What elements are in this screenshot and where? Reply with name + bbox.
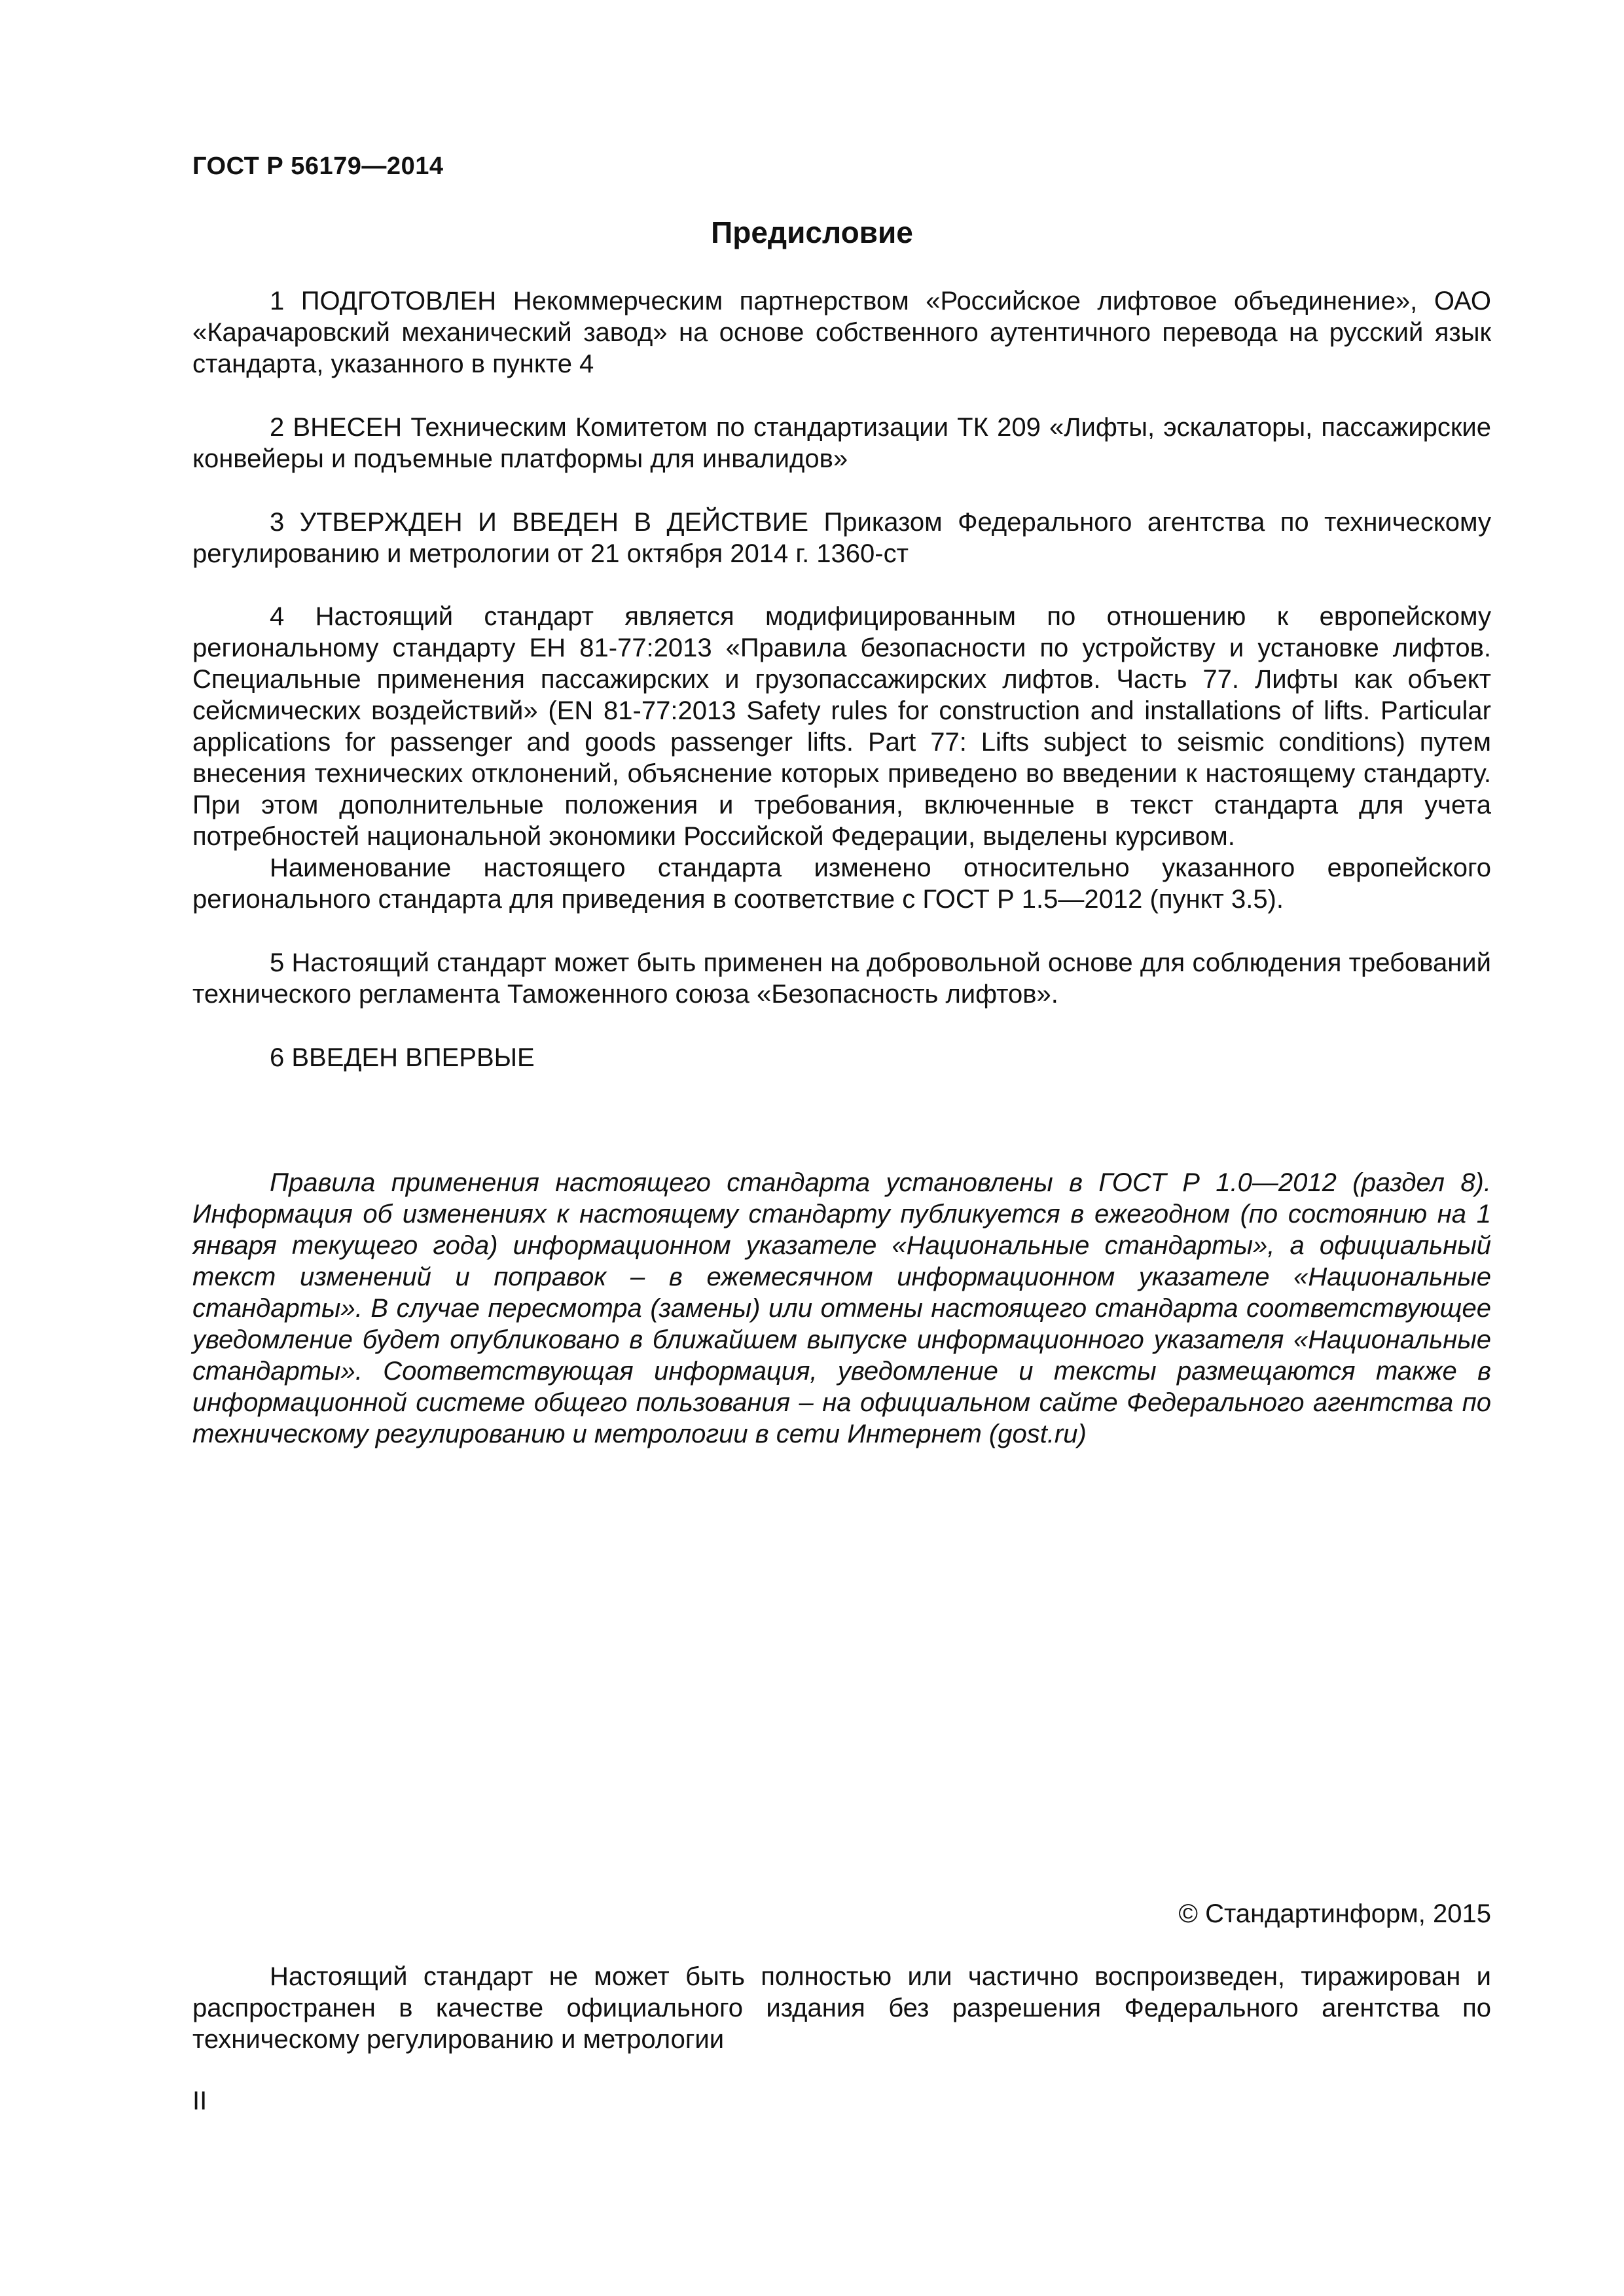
rules-note-block — [192, 1167, 1491, 1450]
paragraph-6: 6 ВВЕДЕН ВПЕРВЫЕ — [270, 1043, 535, 1072]
copyright-notice: © Стандартинформ, 2015 — [1178, 1899, 1491, 1928]
reproduction-notice-block — [192, 1961, 1491, 2055]
paragraph-4: 4 Настоящий стандарт является модифицированным по отношению к европейскому региональному стандарту ЕН 81-77:2013 «Правила безопасности по устройству и установке лифтов. Специальные применения пассажирских и грузопассажирских лифтов. Часть 77. Лифты как объект сейсмических воздействий» (EN 81-77:2013 Safety rules for construction and installations of lifts. Particular applications for passenger and goods passenger lifts. Part 77: Lifts subject to seismic conditions) путем внесения технических отклонений, объяснение которых приведено во введении к настоящему стандарту. При этом дополнительные положения и требования, включенные в текст стандарта для учета потребностей национальной экономики Российской Федерации, выделены курсивом. — [192, 602, 1491, 851]
document-code: ГОСТ Р 56179—2014 — [192, 152, 444, 180]
paragraph-2-block — [192, 412, 1491, 475]
page-number: II — [192, 2087, 208, 2115]
paragraph-3: 3 УТВЕРЖДЕН И ВВЕДЕН В ДЕЙСТВИЕ Приказом Федерального агентства по техническому регулированию и метрологии от 21 октября 2014 г. 1360-ст — [192, 508, 1491, 568]
page-title: Предисловие — [711, 215, 913, 249]
paragraph-5: 5 Настоящий стандарт может быть применен на добровольной основе для соблюдения требований технического регламента Таможенного союза «Безопасность лифтов». — [192, 948, 1491, 1009]
paragraph-4-name-note: Наименование настоящего стандарта изменено относительно указанного европейского регионального стандарта для приведения в соответствие с ГОСТ Р 1.5—2012 (пункт 3.5). — [192, 853, 1491, 914]
paragraph-6-block — [192, 1042, 1491, 1073]
paragraph-5-block — [192, 947, 1491, 1010]
paragraph-3-block — [192, 507, 1491, 569]
rules-note: Правила применения настоящего стандарта установлены в ГОСТ Р 1.0—2012 (раздел 8). Информация об изменениях к настоящему стандарту публикуется в ежегодном (по состоянию на 1 января текущего года) информационном указателе «Национальные стандарты», а официальный текст изменений и поправок – в ежемесячном информационном указателе «Национальные стандарты». В случае пересмотра (замены) или отмены настоящего стандарта соответствующее уведомление будет опубликовано в ближайшем выпуске информационного указателя «Национальные стандарты». Соответствующая информация, уведомление и тексты размещаются также в информационной системе общего пользования – на официальном сайте Федерального агентства по техническому регулированию и метрологии в сети Интернет (gost.ru) — [192, 1168, 1491, 1448]
reproduction-notice: Настоящий стандарт не может быть полностью или частично воспроизведен, тиражирован и распространен в качестве официального издания без разрешения Федерального агентства по техническому регулированию и метрологии — [192, 1962, 1491, 2054]
paragraph-1-block — [192, 285, 1491, 380]
paragraph-1: 1 ПОДГОТОВЛЕН Некоммерческим партнерством «Российское лифтовое объединение», ОАО «Карачаровский механический завод» на основе собственного аутентичного перевода на русский язык стандарта, указанного в пункте 4 — [192, 287, 1491, 378]
paragraph-2: 2 ВНЕСЕН Техническим Комитетом по стандартизации ТК 209 «Лифты, эскалаторы, пассажирские конвейеры и подъемные платформы для инвалидов» — [192, 413, 1491, 473]
paragraph-4-block — [192, 601, 1491, 915]
